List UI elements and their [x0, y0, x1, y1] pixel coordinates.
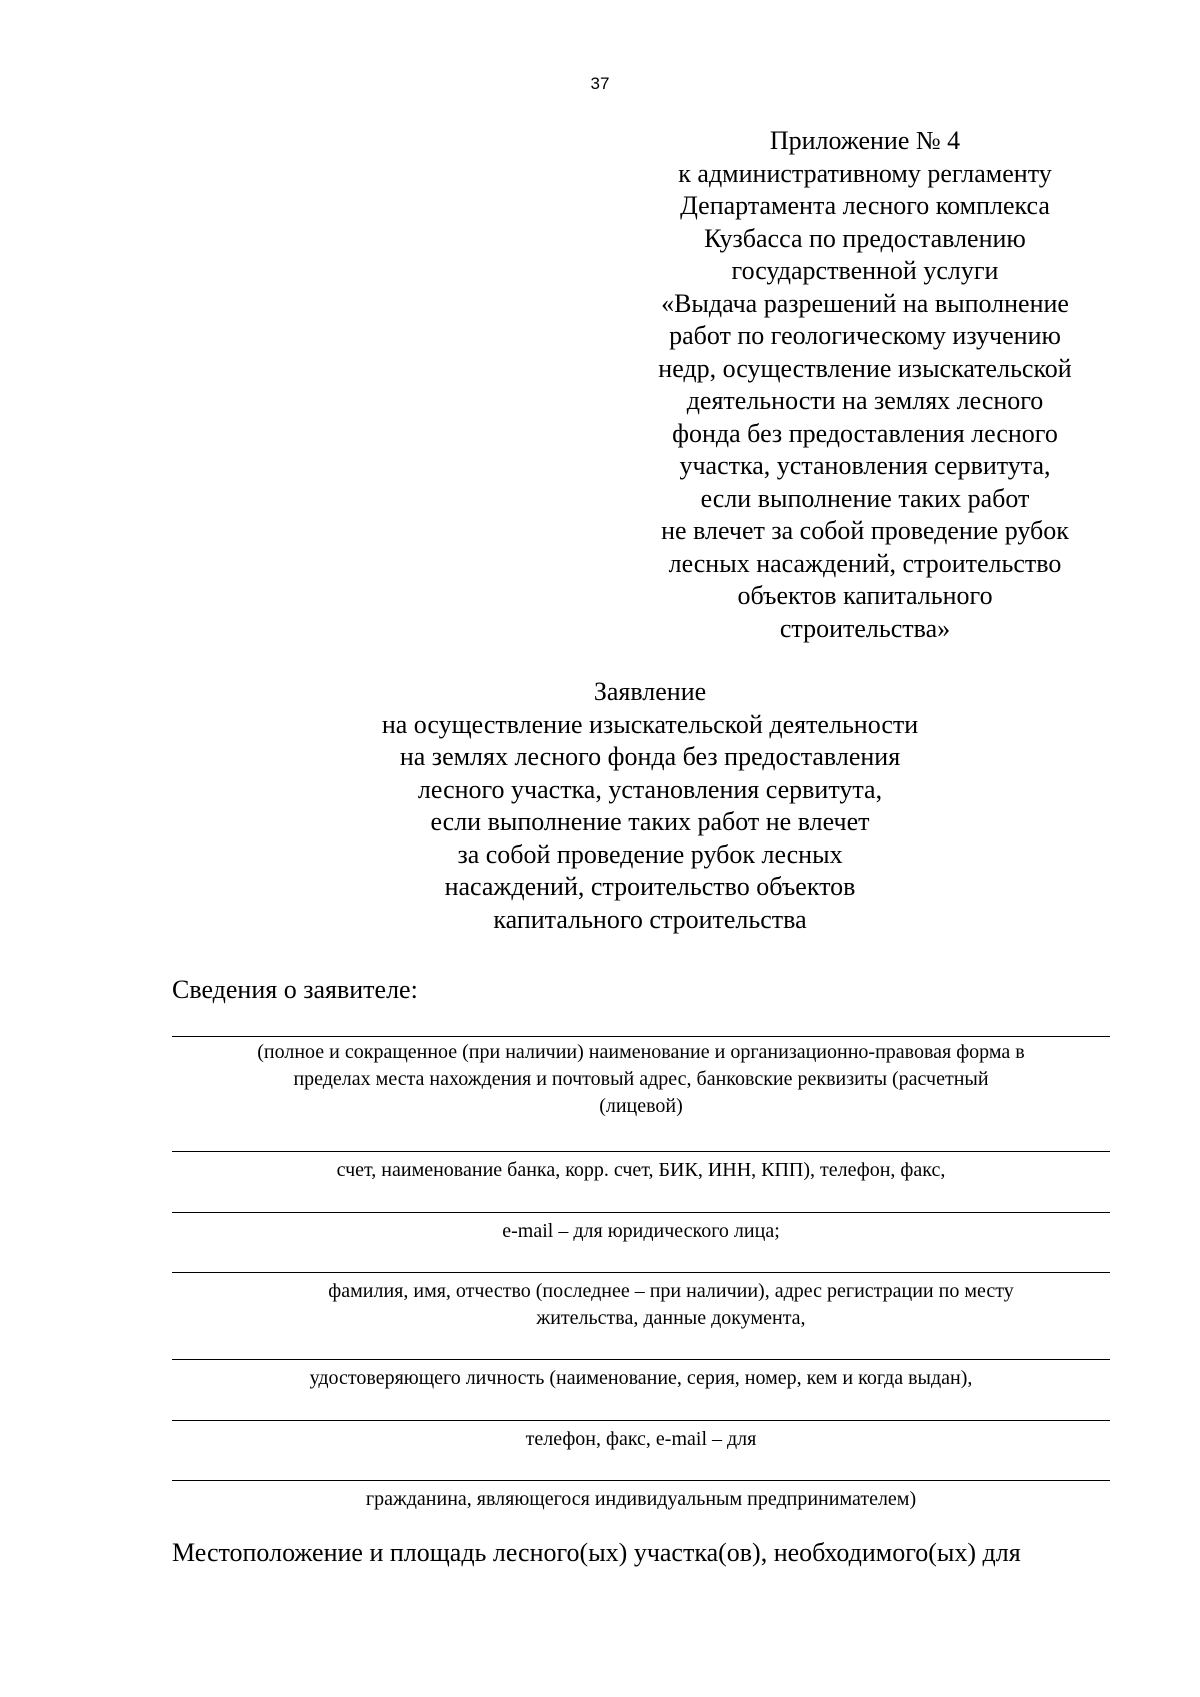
caption-line: гражданина, являющегося индивидуальным предпринимателем)	[365, 1488, 917, 1510]
caption-line: e-mail – для юридического лица;	[502, 1220, 780, 1242]
field-caption	[172, 1426, 1110, 1453]
caption-line: (лицевой)	[599, 1095, 683, 1117]
fill-in-line	[172, 1036, 1110, 1037]
caption-line: фамилия, имя, отчество (последнее – при наличии), адрес регистрации по месту	[328, 1280, 1014, 1302]
fill-in-line	[172, 1272, 1110, 1273]
appendix-line: недр, осуществление изыскательской	[658, 353, 1072, 383]
appendix-line: строительства»	[779, 613, 951, 643]
field-caption	[172, 1486, 1110, 1513]
location-heading: Местоположение и площадь лесного(ых) участка(ов), необходимого(ых) для	[172, 1538, 1021, 1567]
fill-in-line	[172, 1151, 1110, 1152]
field-caption	[172, 1218, 1110, 1245]
caption-line: счет, наименование банка, корр. счет, БИК, ИНН, КПП), телефон, факс,	[336, 1159, 946, 1181]
appendix-header	[630, 125, 1100, 645]
caption-line: пределах места нахождения и почтовый адрес, банковские реквизиты (расчетный	[293, 1068, 989, 1090]
fill-in-line	[172, 1420, 1110, 1421]
field-caption	[172, 1278, 1170, 1332]
caption-line: телефон, факс, e-mail – для	[525, 1428, 757, 1450]
appendix-line: к административному регламенту	[678, 158, 1052, 188]
appendix-line: лесных насаждений, строительство	[668, 548, 1062, 578]
title-line: за собой проведение рубок лесных	[457, 839, 843, 869]
caption-line: жительства, данные документа,	[536, 1307, 806, 1329]
title-line: если выполнение таких работ не влечет	[430, 807, 870, 836]
caption-line: (полное и сокращенное (при наличии) наименование и организационно-правовая форма в	[257, 1041, 1025, 1063]
appendix-line: государственной услуги	[731, 256, 999, 285]
fill-in-line	[172, 1212, 1110, 1213]
appendix-line: если выполнение таких работ	[700, 483, 1030, 513]
appendix-line: не влечет за собой проведение рубок	[661, 516, 1069, 545]
appendix-line: участка, установления сервитута,	[679, 451, 1051, 480]
document-title	[300, 676, 1000, 936]
appendix-line: фонда без предоставления лесного	[672, 418, 1058, 448]
caption-line: удостоверяющего личность (наименование, серия, номер, кем и когда выдан),	[309, 1367, 973, 1389]
field-caption	[172, 1365, 1110, 1392]
appendix-line: Департамента лесного комплекса	[680, 191, 1050, 220]
title-line: Заявление	[593, 677, 707, 706]
appendix-line: деятельности на землях лесного	[686, 386, 1044, 415]
applicant-info-heading: Сведения о заявителе:	[172, 975, 418, 1004]
title-line: насаждений, строительство объектов	[444, 872, 856, 901]
title-line: на землях лесного фонда без предоставления	[399, 742, 901, 771]
appendix-line: «Выдача разрешений на выполнение	[661, 288, 1069, 318]
fill-in-line	[172, 1359, 1110, 1360]
appendix-line: Приложение № 4	[769, 126, 961, 155]
field-caption	[172, 1039, 1110, 1120]
fill-in-line	[172, 1480, 1110, 1481]
appendix-line: объектов капитального	[737, 581, 993, 610]
page-number: 37	[590, 74, 610, 93]
field-caption	[172, 1157, 1110, 1184]
appendix-line: работ по геологическому изучению	[669, 321, 1061, 350]
appendix-line: Кузбасса по предоставлению	[704, 223, 1026, 253]
title-line: капитального строительства	[493, 904, 807, 934]
title-line: лесного участка, установления сервитута,	[417, 774, 883, 804]
title-line: на осуществление изыскательской деятельности	[381, 709, 919, 739]
